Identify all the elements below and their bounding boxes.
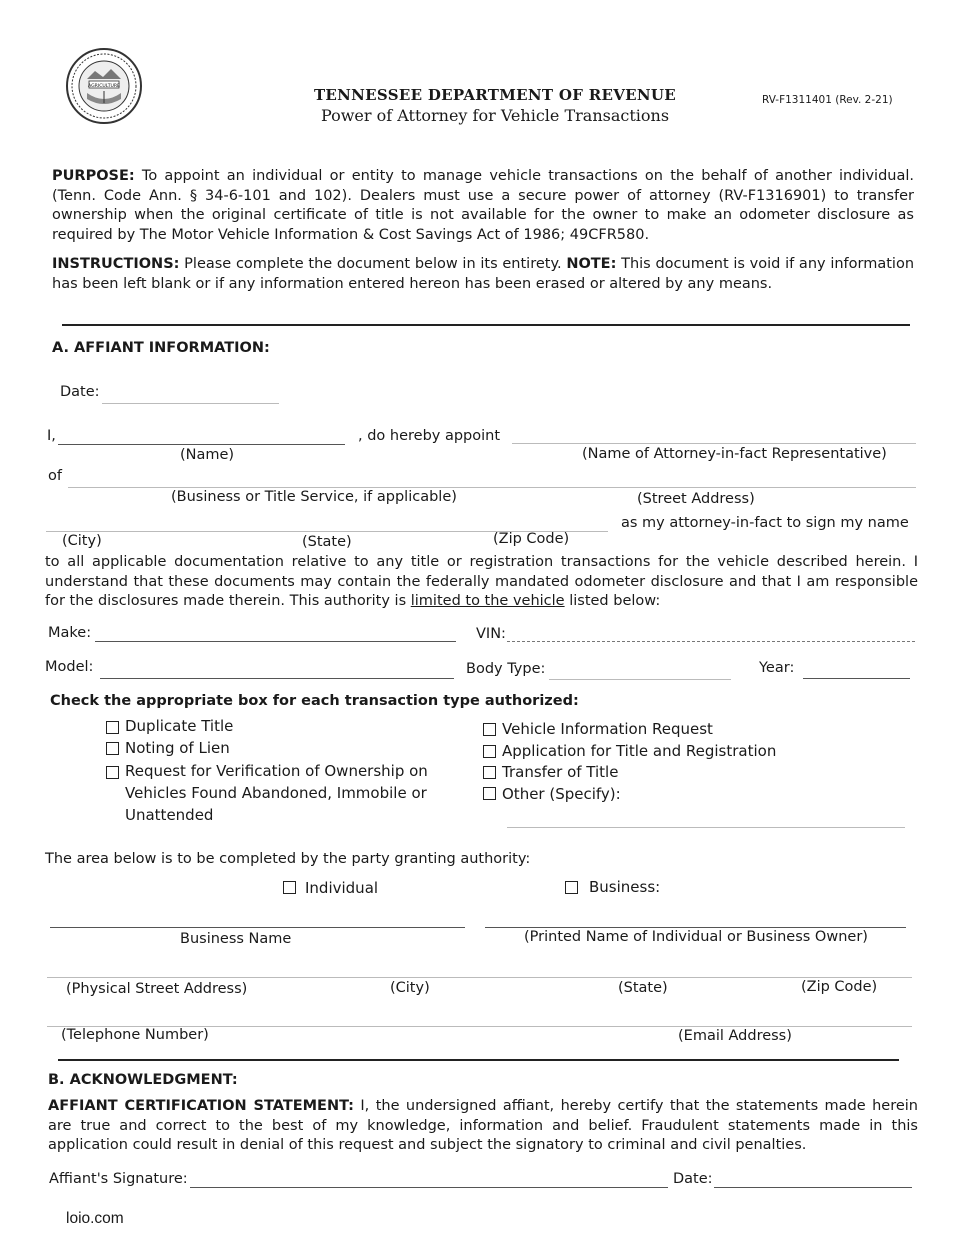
purpose-text: To appoint an individual or entity to manage vehicle transactions on the behalf of another individual. (Tenn. Code Ann. § 34-6-101 and 102). Dealers must use a secure power of attorney (RV-F1316901) to transfer ownership when the original certificate of title is not available for the owner to make an odometer disclosure as required by The Motor Vehicle Information & Cost Savings Act of 1986; 49CFR580. [52, 168, 915, 243]
watermark: loio.com [66, 1210, 124, 1227]
authority-text-1: to all applicable documentation relative to any title or registration transactions for the vehicle described herein. I understand that these documents may contain the federally mandated odometer disclosure and that I am responsible for the disclosures made therein. This authority is [45, 554, 918, 609]
i-label: I, [47, 428, 56, 444]
certification-text: I, the undersigned affiant, hereby certify that the statements made herein are true and correct to the best of my knowledge, information and belief. Fraudulent statements made in this application could result in denial of this request and subject the signatory to criminal and civil penalties. [48, 1098, 918, 1153]
body-type-field[interactable] [549, 679, 731, 680]
business-name-field[interactable] [50, 927, 465, 928]
business-checkbox[interactable] [565, 881, 578, 894]
noting-of-lien-checkbox[interactable] [106, 742, 119, 755]
authority-paragraph [45, 553, 918, 612]
section-b-divider [58, 1059, 899, 1061]
individual-label: Individual [305, 879, 379, 897]
make-field[interactable] [95, 641, 456, 642]
date-label: Date: [60, 384, 100, 400]
transfer-of-title-checkbox[interactable] [483, 766, 496, 779]
attorney-sign-text: as my attorney-in-fact to sign my name [621, 515, 909, 531]
model-field[interactable] [100, 678, 454, 679]
attorney-caption: (Name of Attorney-in-fact Representative) [582, 446, 887, 462]
make-label: Make: [48, 625, 92, 641]
business-caption: (Business or Title Service, if applicable) [171, 489, 457, 505]
zip2-caption: (Zip Code) [801, 979, 878, 995]
check-heading: Check the appropriate box for each transaction type authorized: [50, 693, 579, 709]
business-address-field[interactable] [68, 487, 916, 488]
signature-label: Affiant's Signature: [49, 1171, 188, 1187]
seal-text: AGRICULTURE [88, 84, 120, 89]
form-title: Power of Attorney for Vehicle Transactions [320, 106, 670, 125]
note-text: This document is void if any information has been left blank or if any information entered hereon has been erased or altered by any means. [52, 256, 915, 292]
other-specify-checkbox[interactable] [483, 787, 496, 800]
verification-label-line3: Unattended [125, 806, 214, 824]
business-label: Business: [589, 878, 661, 896]
physical-address-field[interactable] [47, 977, 912, 978]
business-name-caption: Business Name [180, 931, 292, 947]
transfer-of-title-label: Transfer of Title [502, 763, 619, 781]
model-label: Model: [45, 659, 94, 675]
email-caption: (Email Address) [678, 1028, 792, 1044]
vin-label: VIN: [476, 626, 506, 642]
granting-text: The area below is to be completed by the party granting authority: [45, 851, 531, 867]
section-b-heading: B. ACKNOWLEDGMENT: [48, 1072, 238, 1088]
purpose-paragraph [52, 167, 914, 245]
note-label: NOTE: [566, 256, 617, 272]
verification-label-line2: Vehicles Found Abandoned, Immobile or [125, 784, 427, 802]
physical-street-caption: (Physical Street Address) [66, 981, 248, 997]
other-specify-label: Other (Specify): [502, 785, 621, 803]
individual-checkbox[interactable] [283, 881, 296, 894]
agency-title: TENNESSEE DEPARTMENT OF REVENUE [313, 86, 677, 104]
vin-field[interactable] [507, 641, 915, 642]
section-a-heading: A. AFFIANT INFORMATION: [52, 340, 270, 356]
application-title-registration-checkbox[interactable] [483, 745, 496, 758]
state-caption: (State) [302, 534, 352, 550]
verification-label-line1: Request for Verification of Ownership on [125, 762, 428, 780]
other-specify-field[interactable] [507, 827, 905, 828]
duplicate-title-label: Duplicate Title [125, 717, 234, 735]
zip-caption: (Zip Code) [493, 531, 570, 547]
form-number: RV-F1311401 (Rev. 2-21) [762, 94, 893, 106]
telephone-caption: (Telephone Number) [61, 1027, 209, 1043]
instructions-text: Please complete the document below in its entirety. [184, 256, 562, 272]
printed-name-field[interactable] [485, 927, 906, 928]
noting-of-lien-label: Noting of Lien [125, 739, 230, 757]
authority-underlined: limited to the vehicle [410, 593, 565, 609]
date-field[interactable] [102, 403, 279, 404]
printed-name-caption: (Printed Name of Individual or Business Owner) [524, 929, 868, 945]
attorney-name-field[interactable] [512, 443, 916, 444]
affiant-name-field[interactable] [58, 444, 345, 445]
appoint-label: , do hereby appoint [358, 428, 501, 444]
city-caption: (City) [62, 533, 102, 549]
certification-label: AFFIANT CERTIFICATION STATEMENT: [48, 1098, 354, 1114]
body-type-label: Body Type: [466, 661, 546, 677]
state2-caption: (State) [618, 980, 668, 996]
instructions-paragraph [52, 255, 914, 294]
certification-paragraph [48, 1097, 918, 1156]
signature-date-field[interactable] [714, 1187, 912, 1188]
duplicate-title-checkbox[interactable] [106, 721, 119, 734]
authority-text-2: listed below: [569, 593, 661, 609]
application-title-registration-label: Application for Title and Registration [502, 742, 777, 760]
instructions-label: INSTRUCTIONS: [52, 256, 180, 272]
year-label: Year: [759, 660, 795, 676]
vehicle-information-request-label: Vehicle Information Request [502, 720, 713, 738]
signature-date-label: Date: [673, 1171, 713, 1187]
city2-caption: (City) [390, 980, 430, 996]
street-caption: (Street Address) [637, 491, 755, 507]
vehicle-information-request-checkbox[interactable] [483, 723, 496, 736]
name-caption: (Name) [180, 447, 235, 463]
signature-field[interactable] [190, 1187, 668, 1188]
section-divider [62, 324, 910, 326]
of-label: of [48, 468, 62, 484]
purpose-label: PURPOSE: [52, 168, 135, 184]
verification-of-ownership-checkbox[interactable] [106, 766, 119, 779]
year-field[interactable] [803, 678, 910, 679]
